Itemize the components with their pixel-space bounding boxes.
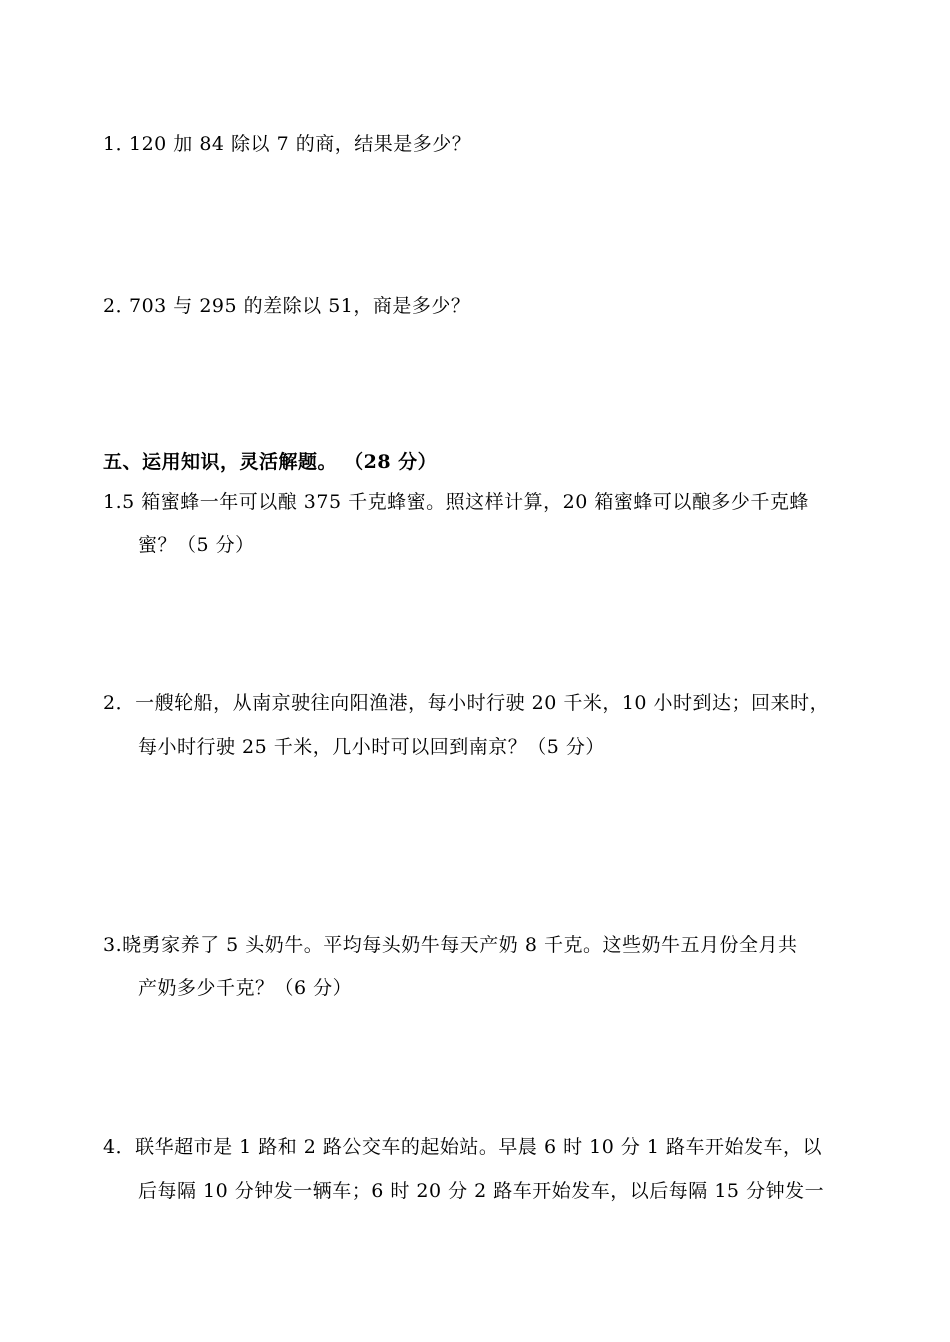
section-heading: 五、运用知识，灵活解题。 （28 分） bbox=[103, 451, 438, 473]
question-4-1 bbox=[103, 132, 471, 156]
problem-2-line-2: 每小时行驶 25 千米，几小时可以回到南京？（5 分） bbox=[138, 736, 605, 758]
problem-1-line-1: 1.5 箱蜜蜂一年可以酿 375 千克蜂蜜。照这样计算，20 箱蜜蜂可以酿多少千克蜂 bbox=[103, 491, 809, 513]
question-text: 703 与 295 的差除以 51，商是多少？ bbox=[129, 295, 471, 317]
problem-3-line-2: 产奶多少千克？（6 分） bbox=[138, 977, 353, 999]
problem-2-line-1: 2．一艘轮船，从南京驶往向阳渔港，每小时行驶 20 千米，10 小时到达；回来时， bbox=[103, 692, 830, 714]
question-text: 120 加 84 除以 7 的商，结果是多少？ bbox=[129, 133, 472, 155]
problem-4-line-2: 后每隔 10 分钟发一辆车；6 时 20 分 2 路车开始发车，以后每隔 15 分钟发一 bbox=[138, 1180, 825, 1202]
problem-1-line-2: 蜜？（5 分） bbox=[138, 534, 255, 556]
question-number: 2． bbox=[103, 295, 136, 317]
question-number: 1． bbox=[103, 133, 136, 155]
problem-4-line-1: 4．联华超市是 1 路和 2 路公交车的起始站。早晨 6 时 10 分 1 路车开始发车，以 bbox=[103, 1136, 823, 1158]
problem-3-line-1: 3.晓勇家养了 5 头奶牛。平均每头奶牛每天产奶 8 千克。这些奶牛五月份全月共 bbox=[103, 934, 798, 956]
question-4-2 bbox=[103, 294, 470, 318]
